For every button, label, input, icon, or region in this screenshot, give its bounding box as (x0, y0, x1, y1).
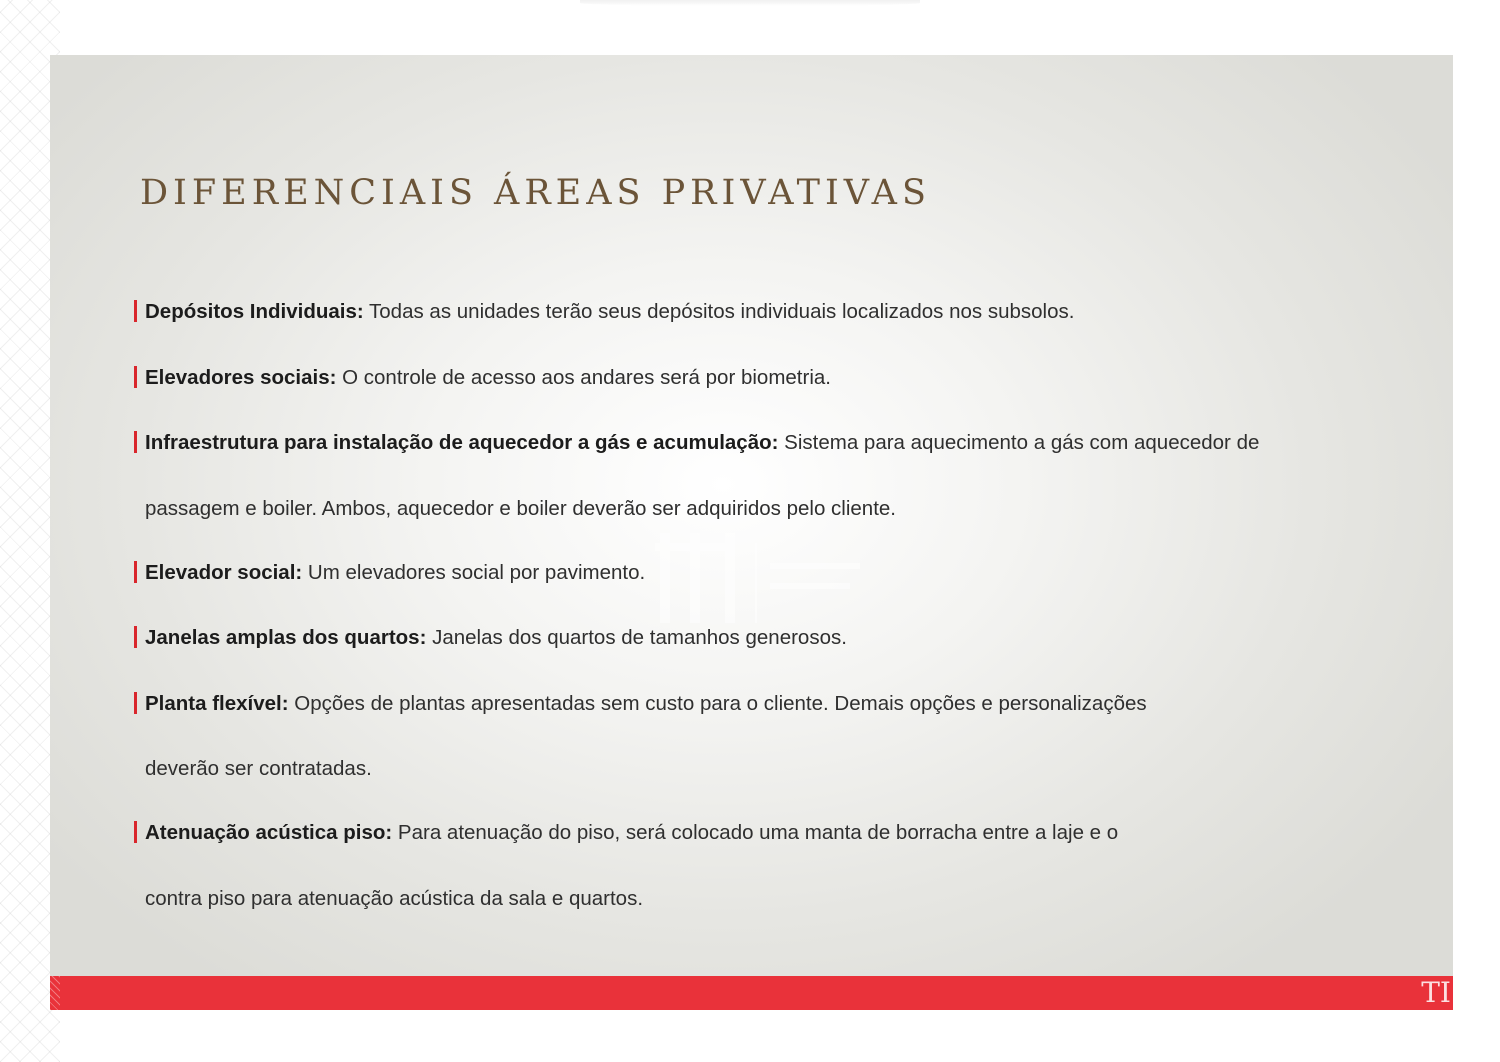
item-label: Janelas amplas dos quartos: (145, 626, 427, 649)
list-item-elevador-social (134, 561, 645, 585)
top-shadow (580, 0, 920, 6)
item-text: O controle de acesso aos andares será por biometria. (336, 366, 831, 389)
accent-bar (134, 366, 137, 388)
item-label: Depósitos Individuais: (145, 300, 364, 323)
item-label: Infraestrutura para instalação de aquecedor a gás e acumulação: (145, 431, 779, 454)
item-text: Opções de plantas apresentadas sem custo para o cliente. Demais opções e personalizações (288, 692, 1147, 715)
accent-bar (134, 300, 137, 322)
footer-pattern (50, 976, 60, 1010)
item-text: Para atenuação do piso, será colocado uma manta de borracha entre a laje e o (392, 821, 1119, 844)
accent-bar (134, 692, 137, 714)
item-continuation: passagem e boiler. Ambos, aquecedor e boiler deverão ser adquiridos pelo cliente. (145, 497, 896, 520)
page-title: DIFERENCIAIS ÁREAS PRIVATIVAS (140, 173, 931, 213)
accent-bar (134, 431, 137, 453)
item-label: Elevadores sociais: (145, 366, 337, 389)
accent-bar (134, 561, 137, 583)
list-item-depositos (134, 300, 1074, 324)
item-text: Um elevadores social por pavimento. (302, 561, 646, 584)
item-text: Sistema para aquecimento a gás com aquecedor de (778, 431, 1260, 454)
list-item-janelas (134, 626, 847, 650)
item-continuation: deverão ser contratadas. (145, 757, 372, 780)
watermark-logo (655, 533, 895, 623)
footer-logo-letter: TI (1421, 976, 1451, 1009)
content-panel (50, 55, 1453, 1010)
list-item-atenuacao-acustica (134, 821, 1118, 845)
footer-bar (50, 976, 1453, 1010)
item-continuation: contra piso para atenuação acústica da sala e quartos. (145, 887, 644, 910)
item-label: Planta flexível: (145, 692, 289, 715)
list-item-planta-flexivel (134, 692, 1147, 716)
accent-bar (134, 626, 137, 648)
list-item-elevadores-sociais (134, 366, 831, 390)
item-label: Atenuação acústica piso: (145, 821, 393, 844)
accent-bar (134, 821, 137, 843)
item-text: Janelas dos quartos de tamanhos generosos. (426, 626, 847, 649)
list-item-infraestrutura (134, 431, 1259, 455)
item-text: Todas as unidades terão seus depósitos individuais localizados nos subsolos. (363, 300, 1075, 323)
item-label: Elevador social: (145, 561, 303, 584)
